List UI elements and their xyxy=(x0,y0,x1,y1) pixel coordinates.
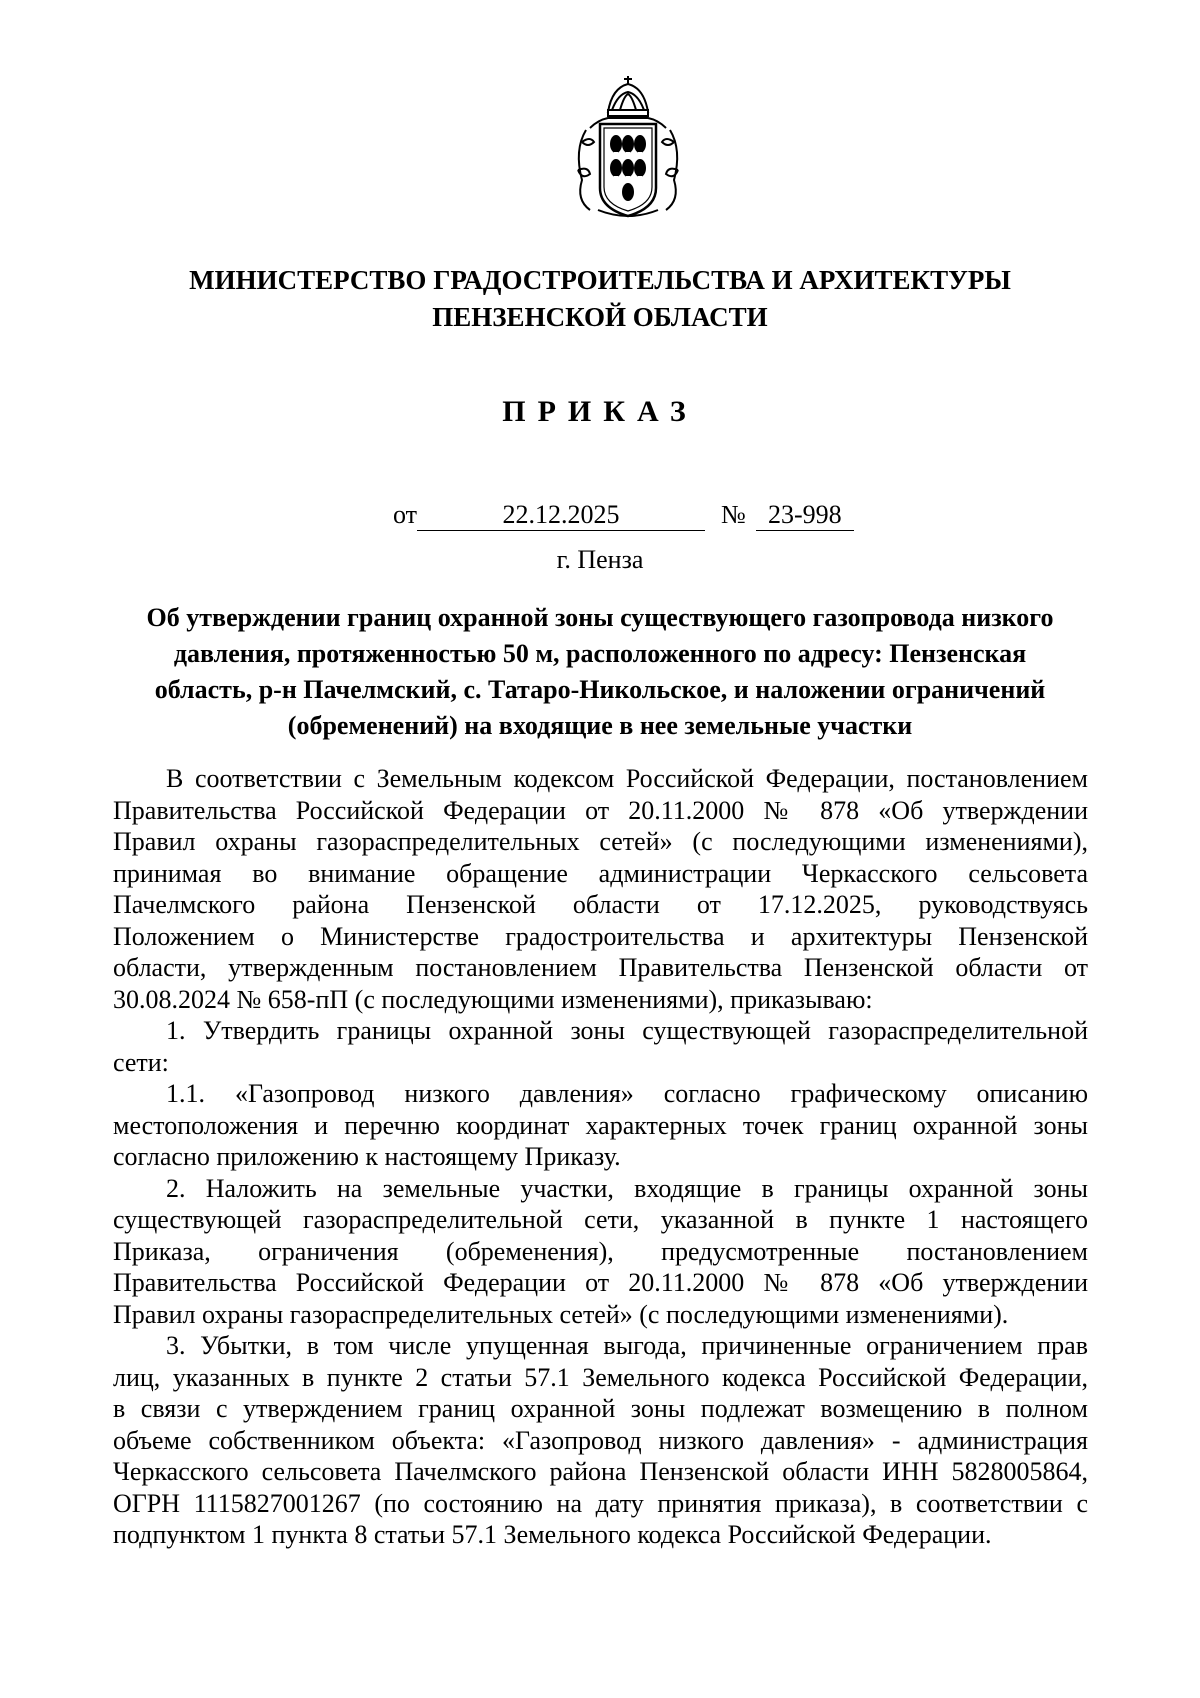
ministry-name-line-2: ПЕНЗЕНСКОЙ ОБЛАСТИ xyxy=(432,302,768,332)
body-line: Правительства Российской Федерации от 20.11.2000 № 878 «Об утверждении xyxy=(113,795,1088,825)
body-line: ОГРН 1115827001267 (по состоянию на дату принятия приказа), в соответствии с xyxy=(113,1488,1088,1518)
body-line: Положением о Министерстве градостроительства и архитектуры Пензенской xyxy=(113,921,1088,951)
body-line: 1. Утвердить границы охранной зоны существующей газораспределительной xyxy=(166,1016,1088,1045)
body-line: 1.1. «Газопровод низкого давления» согласно графическому описанию xyxy=(166,1079,1088,1108)
ministry-name xyxy=(100,262,1100,336)
body-line: области, утвержденным постановлением Правительства Пензенской области от xyxy=(113,953,1088,982)
body-line: Пачелмского района Пензенской области от 17.12.2025, руководствуясь xyxy=(113,890,1088,919)
body-line: Правил охраны газораспределительных сетей» (с последующими изменениями). xyxy=(113,1299,1009,1329)
number-prefix: № xyxy=(721,500,746,529)
document-number: 23-998 xyxy=(756,498,854,531)
body-line: Правительства Российской Федерации от 20.11.2000 № 878 «Об утверждении xyxy=(113,1268,1088,1297)
title-line: Об утверждении границ охранной зоны существующего газопровода низкого xyxy=(146,603,1054,632)
body-line: Правил охраны газораспределительных сетей» (с последующими изменениями), xyxy=(113,827,1088,856)
body-line: сети: xyxy=(113,1047,169,1077)
date-number-line xyxy=(393,498,854,532)
document-date: 22.12.2025 xyxy=(417,498,705,531)
body-line: лиц, указанных в пункте 2 статьи 57.1 Земельного кодекса Российской Федерации, xyxy=(113,1362,1088,1392)
body-line: объеме собственником объекта: «Газопровод низкого давления» - администрация xyxy=(113,1425,1088,1455)
document-city: г. Пенза xyxy=(556,545,644,574)
body-line: существующей газораспределительной сети, указанной в пункте 1 настоящего xyxy=(113,1205,1088,1234)
body-line: в связи с утверждением границ охранной зоны подлежат возмещению в полном xyxy=(113,1394,1088,1423)
body-line: согласно приложению к настоящему Приказу. xyxy=(113,1142,621,1171)
document-type: ПРИКАЗ xyxy=(502,395,698,428)
document-title xyxy=(120,600,1080,744)
ministry-name-line-1: МИНИСТЕРСТВО ГРАДОСТРОИТЕЛЬСТВА И АРХИТЕКТУРЫ xyxy=(189,265,1011,295)
body-line: 3. Убытки, в том числе упущенная выгода, причиненные ограничением прав xyxy=(166,1331,1088,1360)
document-body xyxy=(113,763,1088,1551)
title-line: давления, протяженностью 50 м, расположенного по адресу: Пензенская xyxy=(173,639,1027,668)
body-line: В соответствии с Земельным кодексом Российской Федерации, постановлением xyxy=(166,764,1088,793)
body-line: 2. Наложить на земельные участки, входящие в границы охранной зоны xyxy=(166,1173,1088,1203)
title-line: область, р-н Пачелмский, с. Татаро-Никольское, и наложении ограничений xyxy=(154,675,1046,704)
body-line: принимая во внимание обращение администрации Черкасского сельсовета xyxy=(113,858,1088,888)
title-line: (обременений) на входящие в нее земельные участки xyxy=(287,711,913,740)
body-line: Черкасского сельсовета Пачелмского района Пензенской области ИНН 5828005864, xyxy=(113,1457,1088,1486)
body-line: местоположения и перечню координат характерных точек границ охранной зоны xyxy=(113,1110,1088,1140)
body-line: 30.08.2024 № 658-пП (с последующими изменениями), приказываю: xyxy=(113,984,873,1014)
body-line: подпунктом 1 пункта 8 статьи 57.1 Земельного кодекса Российской Федерации. xyxy=(113,1520,992,1549)
coat-of-arms-emblem xyxy=(568,70,688,230)
body-line: Приказа, ограничения (обременения), предусмотренные постановлением xyxy=(113,1236,1088,1266)
date-prefix: от xyxy=(393,500,418,529)
